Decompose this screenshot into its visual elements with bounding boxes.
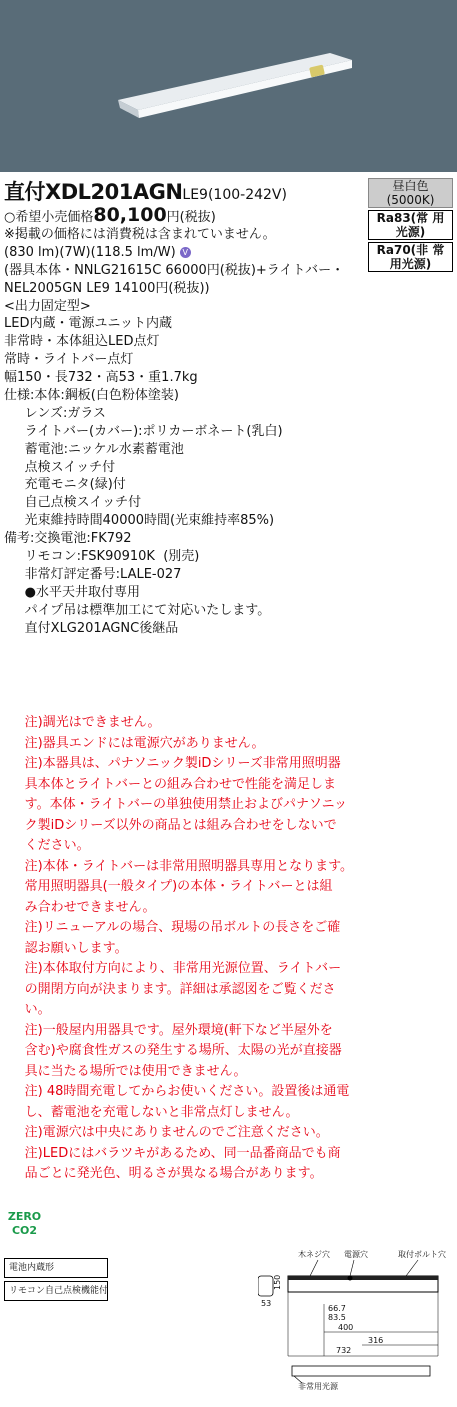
dimension-drawing bbox=[258, 1248, 457, 1398]
svg-text:CO2: CO2 bbox=[11, 1224, 38, 1237]
svg-text:ZERO: ZERO bbox=[7, 1210, 42, 1223]
ra-normal-badge: Ra83(常 用 光源) bbox=[368, 210, 453, 240]
spec-line: 点検スイッチ付 bbox=[4, 459, 116, 475]
dim-width: 150 bbox=[273, 1274, 282, 1290]
product-title bbox=[4, 176, 287, 206]
dim-732: 732 bbox=[336, 1346, 352, 1355]
remote-check-box: リモコン自己点検機能付 bbox=[4, 1281, 108, 1301]
dim-height: 53 bbox=[261, 1299, 272, 1308]
note-line: 注)本器具は、パナソニック製iDシリーズ非常用照明器 bbox=[4, 756, 341, 771]
note-line: 注)LEDにはバラツキがあるため、同一品番商品でも商 bbox=[4, 1145, 341, 1161]
battery-box: 電池内蔵形 bbox=[4, 1258, 108, 1278]
spec-line: レンズ:ガラス bbox=[4, 405, 106, 421]
power-hole-label: 電源穴 bbox=[344, 1250, 368, 1259]
dim-400: 400 bbox=[338, 1323, 354, 1332]
spec-line: ●水平天井取付専用 bbox=[4, 584, 141, 600]
note-line: 注)調光はできません。 bbox=[4, 715, 161, 730]
spec-line: 仕様:本体:鋼板(白色粉体塗装) bbox=[4, 388, 179, 404]
price-suffix: 円(税抜) bbox=[166, 210, 216, 225]
spec-line: 非常時・本体組込LED点灯 bbox=[4, 334, 160, 350]
spec-line: 自己点検スイッチ付 bbox=[4, 495, 142, 511]
spec-line: 非常灯評定番号:LALE-027 bbox=[4, 566, 182, 582]
note-line: 含む)や腐食性ガスの発生する場所、太陽の光が直接器 bbox=[4, 1043, 342, 1058]
spec-line: 蓄電池:ニッケル水素蓄電池 bbox=[4, 441, 184, 457]
note-line: ください。 bbox=[4, 838, 90, 853]
spec-line: 備考:交換電池:FK792 bbox=[4, 531, 132, 547]
spec-text bbox=[4, 204, 456, 637]
note-line: 注)電源穴は中央にありませんのでご注意ください。 bbox=[4, 1125, 329, 1140]
note-line: す。本体・ライトバーの単独使用禁止およびパナソニッ bbox=[4, 797, 348, 812]
spec-line: LED内蔵・電源ユニット内蔵 bbox=[4, 316, 172, 332]
voltage-range: (100-242V) bbox=[207, 187, 287, 203]
product-photo bbox=[0, 0, 457, 172]
spec-line: ※掲載の価格には消費税は含まれていません。 bbox=[4, 227, 276, 242]
note-line: 注)器具エンドには電源穴がありません。 bbox=[4, 735, 265, 751]
note-line: ク製iDシリーズ以外の商品とは組み合わせをしないで bbox=[4, 817, 337, 833]
spec-line: 幅150・長732・高53・重1.7kg bbox=[4, 370, 198, 386]
note-line: 注)本体取付方向により、非常用光源位置、ライトバー bbox=[4, 961, 342, 976]
price-prefix: ○希望小売価格 bbox=[4, 210, 94, 225]
note-line: い。 bbox=[4, 1002, 51, 1017]
spec-line: リモコン:FSK90910K (別売) bbox=[4, 549, 200, 565]
dim-66-7: 66.7 bbox=[328, 1304, 346, 1313]
spec-line: ライトバー(カバー):ポリカーボネート(乳白) bbox=[4, 423, 283, 439]
notes bbox=[4, 713, 456, 1185]
spec-line: NEL2005GN LE9 14100円(税抜)) bbox=[4, 280, 210, 296]
price-amount: 80,100 bbox=[93, 204, 167, 226]
spec-line: 直付XLG201AGNC後継品 bbox=[4, 620, 179, 636]
note-line: 常用照明器具(一般タイプ)の本体・ライトバーとは組 bbox=[4, 879, 333, 894]
note-line: 注) 48時間充電してからお使いください。設置後は通電 bbox=[4, 1084, 350, 1099]
note-line: み合わせできません。 bbox=[4, 899, 156, 915]
model-number: 直付XDL201AGN bbox=[4, 180, 183, 204]
note-line: し、蓄電池を充電しないと非常点灯しません。 bbox=[4, 1104, 299, 1120]
bolt-hole-label: 取付ボルト穴 bbox=[398, 1250, 446, 1259]
dim-316: 316 bbox=[368, 1336, 384, 1345]
emergency-source-label: 非常用光源 bbox=[298, 1382, 338, 1391]
spec-line: <出力固定型> bbox=[4, 298, 91, 314]
note-line: 品ごとに発光色、明るさが異なる場合があります。 bbox=[4, 1166, 323, 1181]
v-mark-icon: V bbox=[180, 247, 191, 258]
spec-line: (器具本体・NNLG21615C 66000円(税抜)+ライトバー・ bbox=[4, 262, 345, 278]
model-suffix: LE9 bbox=[182, 187, 208, 203]
note-line: 注)本体・ライトバーは非常用照明器具専用となります。 bbox=[4, 858, 354, 874]
ra-emergency-badge: Ra70(非 常 用光源) bbox=[368, 242, 453, 272]
spec-line: 光束維持時間40000時間(光束維持率85%) bbox=[4, 513, 275, 529]
note-line: 具に当たる場所では使用できません。 bbox=[4, 1063, 247, 1079]
efficiency-line: (830 lm)(7W)(118.5 lm/W) V bbox=[4, 244, 456, 262]
color-temperature-badge: 昼白色(5000K) bbox=[368, 178, 453, 208]
dim-83-5: 83.5 bbox=[328, 1313, 346, 1322]
note-line: の開閉方向が決まります。詳細は承認図をご覧くださ bbox=[4, 981, 336, 997]
price-line bbox=[4, 204, 456, 226]
fixture-image bbox=[0, 0, 457, 172]
wood-screw-label: 木ネジ穴 bbox=[298, 1250, 330, 1259]
note-line: 注)一般屋内用器具です。屋外環境(軒下など半屋外を bbox=[4, 1022, 333, 1038]
note-line: 具本体とライトバーとの組み合わせで性能を満足しま bbox=[4, 776, 337, 792]
feature-boxes bbox=[4, 1258, 108, 1304]
note-line: 認お願いします。 bbox=[4, 940, 128, 956]
note-line: 注)リニューアルの場合、現場の吊ボルトの長さをご確 bbox=[4, 920, 341, 935]
spec-line: パイプ吊は標準加工にて対応いたします。 bbox=[4, 602, 271, 618]
zero-co2-logo bbox=[4, 1208, 45, 1238]
spec-line: 充電モニタ(緑)付 bbox=[4, 477, 126, 493]
spec-line: 常時・ライトバー点灯 bbox=[4, 352, 134, 368]
